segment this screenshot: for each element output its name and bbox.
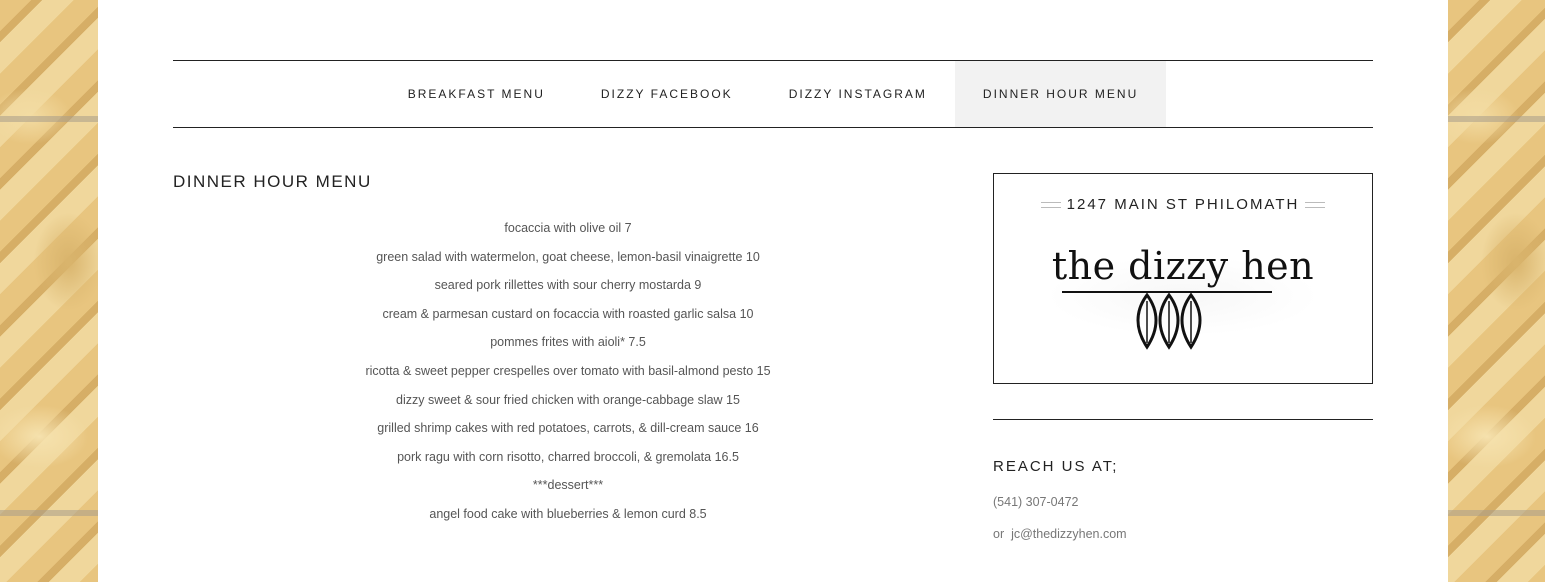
logo-text: the dizzy hen xyxy=(1051,244,1315,288)
address-title xyxy=(994,196,1372,213)
dinner-menu-list xyxy=(308,214,828,529)
menu-item: grilled shrimp cakes with red potatoes, carrots, & dill-cream sauce 16 xyxy=(377,421,759,436)
menu-item: angel food cake with blueberries & lemon curd 8.5 xyxy=(429,506,707,521)
background-bread-left xyxy=(0,0,98,582)
menu-item: focaccia with olive oil 7 xyxy=(504,221,632,235)
menu-item: pommes frites with aioli* 7.5 xyxy=(490,335,646,350)
email-line xyxy=(993,527,1373,541)
dizzy-hen-logo[interactable] xyxy=(1014,236,1352,356)
divider-ornament xyxy=(1305,202,1325,208)
sidebar xyxy=(993,173,1373,541)
menu-item: dizzy sweet & sour fried chicken with orange-cabbage slaw 15 xyxy=(396,392,740,407)
background-texture xyxy=(1448,116,1545,122)
menu-item: green salad with watermelon, goat cheese, lemon-basil vinaigrette 10 xyxy=(376,249,760,264)
address-text: 1247 MAIN ST PHILOMATH xyxy=(1066,196,1300,213)
menu-item: cream & parmesan custard on focaccia with roasted garlic salsa 10 xyxy=(382,306,754,321)
menu-item: ricotta & sweet pepper crespelles over tomato with basil-almond pesto 15 xyxy=(365,363,771,378)
hen-feathers-icon xyxy=(1127,293,1211,351)
nav-item-dinner-hour-menu[interactable]: DINNER HOUR MENU xyxy=(955,61,1166,127)
nav-item-dizzy-instagram[interactable]: DIZZY INSTAGRAM xyxy=(788,87,927,101)
menu-section-dessert: ***dessert*** xyxy=(532,478,604,493)
divider-ornament xyxy=(1041,202,1061,208)
email-link[interactable]: jc@thedizzyhen.com xyxy=(1011,527,1127,541)
email-prefix: or xyxy=(993,527,1005,541)
background-texture xyxy=(0,116,98,122)
nav-item-breakfast-menu[interactable]: BREAKFAST MENU xyxy=(407,87,545,101)
menu-item: pork ragu with corn risotto, charred broccoli, & gremolata 16.5 xyxy=(397,449,739,464)
address-widget xyxy=(993,173,1373,384)
reach-us-heading: REACH US AT; xyxy=(993,458,1119,475)
phone-number[interactable]: (541) 307-0472 xyxy=(993,495,1079,509)
background-bread-right xyxy=(1448,0,1545,582)
main-navigation xyxy=(173,60,1373,128)
background-texture xyxy=(1448,510,1545,516)
page-title: DINNER HOUR MENU xyxy=(173,172,372,191)
background-texture xyxy=(0,510,98,516)
nav-item-dizzy-facebook[interactable]: DIZZY FACEBOOK xyxy=(600,87,733,101)
page-container xyxy=(98,0,1448,582)
sidebar-divider xyxy=(993,419,1373,420)
menu-item: seared pork rillettes with sour cherry mostarda 9 xyxy=(434,278,702,293)
